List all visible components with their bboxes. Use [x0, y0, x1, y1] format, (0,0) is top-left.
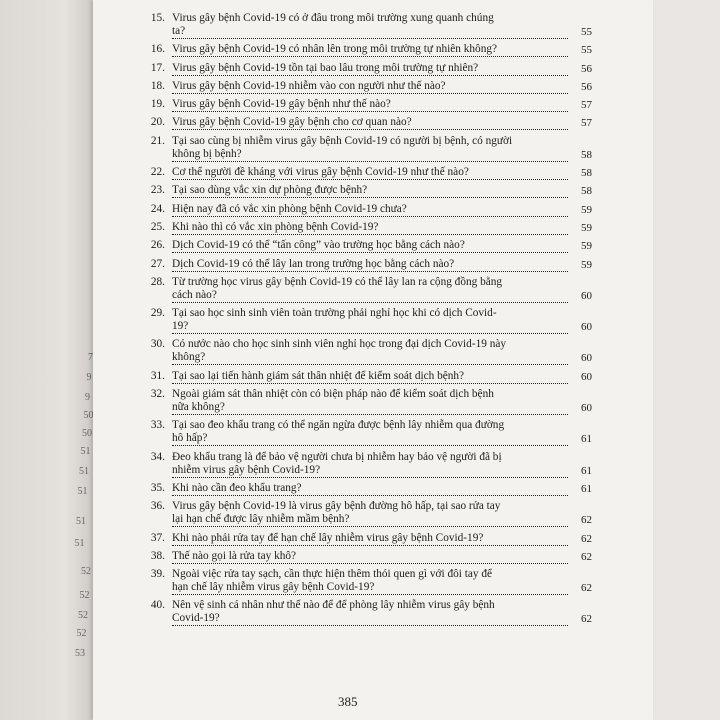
toc-entry-page: 59 [581, 240, 592, 253]
toc-entry-page: 62 [581, 532, 592, 545]
toc-entry-text: Thế nào gọi là rửa tay khô? [172, 550, 568, 564]
toc-entry-text: hạn chế lây nhiễm virus gây bệnh Covid-19? [172, 581, 568, 595]
toc-entry-text: Khi nào phải rửa tay để hạn chế lây nhiễm virus gây bệnh Covid-19? [172, 532, 568, 546]
stack-page-mark: 53 [75, 648, 85, 659]
toc-entry-page: 57 [581, 117, 592, 130]
toc-entry [150, 500, 592, 527]
toc-entry-page: 55 [581, 44, 592, 57]
toc-entry-page: 62 [581, 613, 592, 626]
toc-entry-number: 26. [150, 239, 165, 252]
toc-entry-text: Virus gây bệnh Covid-19 là virus gây bệnh đường hô hấp, tại sao rửa tay [172, 500, 501, 513]
toc-entry-page: 59 [581, 258, 592, 271]
toc-entry [150, 202, 592, 217]
toc-entry [150, 239, 592, 253]
stacked-pages-edge [0, 0, 93, 720]
toc-entry-page: 60 [581, 321, 592, 334]
toc-entry-number: 22. [150, 166, 165, 179]
toc-entry [150, 220, 592, 235]
toc-entry-text: Dịch Covid-19 có thể lây lan trong trường học bằng cách nào? [172, 258, 568, 272]
toc-entry [150, 568, 592, 595]
stack-page-mark: 9 [86, 372, 92, 383]
toc-entry [150, 61, 592, 76]
toc-entry-text: Virus gây bệnh Covid-19 gây bệnh cho cơ quan nào? [172, 116, 568, 130]
toc-entry-page: 56 [581, 62, 592, 75]
toc-entry [150, 338, 592, 365]
stack-page-mark: 51 [80, 446, 91, 457]
toc-entry [150, 531, 592, 546]
toc-entry-page: 55 [581, 26, 592, 38]
toc-entry-number: 24. [150, 202, 165, 215]
toc-entry-page: 62 [581, 550, 592, 563]
toc-entry-number: 31. [150, 369, 165, 382]
table-of-contents [150, 12, 592, 631]
toc-entry-number: 27. [150, 257, 165, 270]
toc-entry-text: ta? [172, 25, 568, 39]
toc-entry-text: Virus gây bệnh Covid-19 có nhân lên trong môi trường tự nhiên không? [172, 43, 568, 57]
toc-entry-number: 33. [150, 419, 165, 432]
toc-entry-number: 17. [150, 61, 165, 74]
toc-entry [150, 12, 592, 39]
stack-page-mark: 9 [85, 392, 90, 403]
toc-entry-text: lại hạn chế được lây nhiễm mầm bệnh? [172, 513, 568, 527]
toc-entry-page: 62 [581, 582, 592, 595]
toc-entry-number: 30. [150, 338, 165, 351]
toc-entry-text: Cơ thể người đề kháng với virus gây bệnh Covid-19 như thế nào? [172, 166, 568, 180]
toc-entry-page: 59 [581, 203, 592, 216]
toc-entry [150, 166, 592, 180]
toc-entry-text: Virus gây bệnh Covid-19 tồn tại bao lâu trong môi trường tự nhiên? [172, 62, 568, 76]
toc-entry [150, 549, 592, 564]
toc-entry-page: 56 [581, 80, 592, 93]
toc-entry-text: nhiễm virus gây bệnh Covid-19? [172, 464, 568, 478]
toc-entry [150, 388, 592, 415]
toc-entry-number: 34. [150, 450, 165, 463]
toc-entry [150, 307, 592, 334]
toc-entry [150, 599, 592, 626]
toc-entry [150, 419, 592, 446]
stack-page-mark: 51 [74, 538, 85, 549]
stack-page-mark: 51 [77, 486, 88, 497]
toc-entry-number: 39. [150, 568, 165, 581]
toc-entry-number: 37. [150, 531, 165, 544]
toc-entry-page: 60 [581, 402, 592, 415]
toc-entry-text: Từ trường học virus gây bệnh Covid-19 có thể lây lan ra cộng đồng bằng [172, 275, 503, 288]
toc-entry-text: không bị bệnh? [172, 148, 568, 162]
toc-entry-text: Tại sao dùng vắc xin dự phòng được bệnh? [172, 184, 568, 198]
toc-entry [150, 369, 592, 384]
toc-entry [150, 481, 592, 496]
stack-page-mark: 51 [76, 516, 86, 527]
toc-entry-text: Tại sao lại tiến hành giám sát thân nhiệt để kiểm soát dịch bệnh? [172, 370, 568, 384]
stack-page-mark: 52 [79, 590, 90, 601]
toc-entry-number: 16. [150, 43, 165, 56]
toc-entry-page: 57 [581, 99, 592, 112]
toc-entry-text: Tại sao cùng bị nhiễm virus gây bệnh Covid-19 có người bị bệnh, có người [172, 134, 513, 147]
toc-entry-text: Dịch Covid-19 có thể “tấn công” vào trường học bằng cách nào? [172, 239, 568, 253]
toc-entry-text: Hiện nay đã có vắc xin phòng bệnh Covid-19 chưa? [172, 203, 568, 217]
toc-entry-text: 19? [172, 320, 568, 334]
toc-entry-text: Có nước nào cho học sinh sinh viên nghỉ học trong đại dịch Covid-19 này [172, 338, 507, 351]
toc-entry-text: Virus gây bệnh Covid-19 gây bệnh như thế nào? [172, 98, 568, 112]
toc-entry-number: 23. [150, 184, 165, 197]
toc-entry-page: 58 [581, 148, 592, 161]
toc-entry-number: 32. [150, 388, 165, 401]
toc-entry-text: Covid-19? [172, 612, 568, 626]
stack-page-mark: 7 [88, 352, 93, 363]
toc-entry-text: Đeo khẩu trang là để bảo vệ người chưa bị nhiễm hay bảo vệ người đã bị [172, 450, 502, 463]
toc-entry-number: 36. [150, 500, 165, 513]
toc-entry-page: 60 [581, 289, 592, 302]
toc-entry-text: Ngoài giám sát thân nhiệt còn có biện pháp nào để kiểm soát dịch bệnh [172, 388, 494, 401]
toc-entry [150, 184, 592, 198]
toc-entry-number: 20. [150, 116, 165, 129]
toc-entry [150, 450, 592, 478]
page-number: 385 [338, 694, 358, 709]
toc-entry-text: hô hấp? [172, 432, 568, 446]
toc-entry-number: 38. [150, 549, 165, 562]
toc-entry [150, 98, 592, 112]
toc-entry [150, 257, 592, 272]
toc-entry-number: 25. [150, 220, 165, 233]
toc-entry-text: Ngoài việc rửa tay sạch, cần thực hiện thêm thói quen gì với đôi tay để [172, 568, 493, 581]
toc-entry-number: 15. [150, 12, 165, 24]
toc-entry-text: Nên vệ sinh cá nhân như thế nào để để phòng lây nhiễm virus gây bệnh [172, 599, 495, 612]
toc-entry-page: 62 [581, 514, 592, 527]
toc-entry [150, 134, 592, 162]
toc-entry-text: Tại sao đeo khẩu trang có thể ngăn ngừa được bệnh lây nhiễm qua đường [172, 419, 505, 432]
toc-entry [150, 79, 592, 94]
toc-entry-number: 29. [150, 307, 165, 320]
toc-entry-text: Khi nào cần đeo khẩu trang? [172, 482, 568, 496]
toc-entry-text: Virus gây bệnh Covid-19 có ở đâu trong môi trường xung quanh chúng [172, 12, 494, 24]
toc-entry-text: không? [172, 351, 568, 365]
toc-entry-number: 40. [150, 599, 165, 612]
toc-entry-text: Khi nào thì có vắc xin phòng bệnh Covid-19? [172, 221, 568, 235]
toc-entry-text: nữa không? [172, 401, 568, 415]
toc-entry-page: 60 [581, 370, 592, 383]
toc-entry-text: Virus gây bệnh Covid-19 nhiễm vào con người như thế nào? [172, 80, 568, 94]
toc-entry-number: 19. [150, 98, 165, 111]
stack-page-mark: 50 [83, 410, 94, 421]
toc-entry-number: 21. [150, 134, 165, 147]
stack-page-mark: 50 [82, 428, 92, 439]
stack-page-mark: 51 [79, 466, 89, 477]
toc-entry-page: 61 [581, 482, 592, 495]
toc-entry [150, 116, 592, 130]
toc-entry-number: 35. [150, 481, 165, 494]
toc-entry-text: cách nào? [172, 289, 568, 303]
toc-entry-page: 61 [581, 433, 592, 446]
toc-entry-text: Tại sao học sinh sinh viên toàn trường phải nghỉ học khi có dịch Covid- [172, 307, 497, 320]
toc-entry-page: 60 [581, 352, 592, 365]
stack-page-mark: 52 [81, 566, 91, 577]
toc-entry-number: 28. [150, 275, 165, 288]
toc-entry-number: 18. [150, 79, 165, 92]
toc-entry-page: 58 [581, 185, 592, 198]
stack-page-mark: 52 [76, 628, 87, 639]
toc-entry-page: 61 [581, 464, 592, 477]
toc-entry [150, 275, 592, 303]
toc-entry-page: 59 [581, 221, 592, 234]
toc-entry-page: 58 [581, 167, 592, 180]
toc-entry [150, 43, 592, 57]
stack-page-mark: 52 [78, 610, 88, 621]
